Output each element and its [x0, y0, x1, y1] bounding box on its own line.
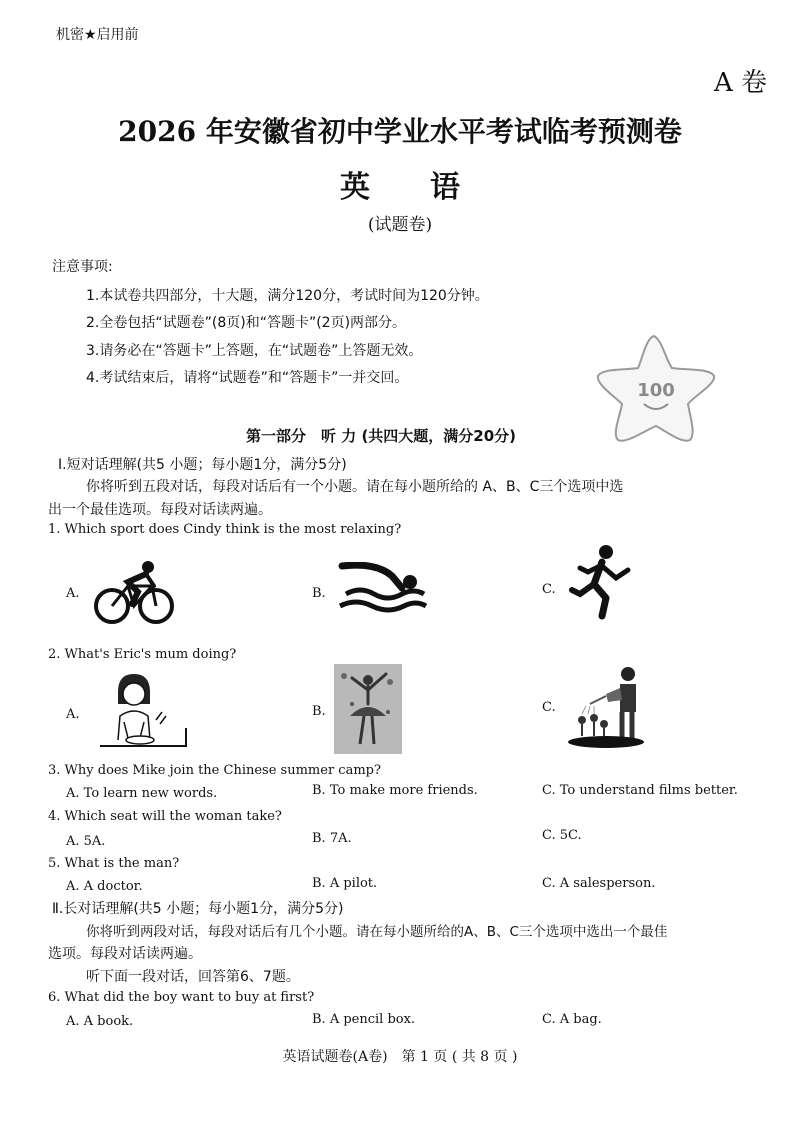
swimmer-icon [336, 562, 428, 614]
paper-version: A 卷 [714, 68, 768, 98]
person-eating-icon [96, 668, 188, 754]
question-2-stem: 2. What's Eric's mum doing? [48, 647, 237, 662]
dancer-icon [334, 664, 402, 754]
q4-option-c: C. 5C. [542, 828, 582, 843]
q3-option-c: C. To understand films better. [542, 783, 738, 798]
q3-option-a: A. To learn new words. [66, 786, 218, 801]
q2-option-c-label: C. [542, 700, 556, 715]
runner-icon [566, 544, 636, 620]
q1-option-b-label: B. [312, 586, 326, 601]
q6-option-c: C. A bag. [542, 1012, 602, 1027]
star-stamp-icon [592, 330, 722, 448]
stamp-text: 100 [637, 380, 675, 401]
question-1-stem: 1. Which sport does Cindy think is the most relaxing? [48, 522, 402, 537]
q6-option-a: A. A book. [66, 1014, 134, 1029]
note-item: 1.本试卷共四部分，十大题，满分120分，考试时间为120分钟。 [86, 288, 489, 304]
note-item: 2.全卷包括“试题卷”(8页)和“答题卡”(2页)两部分。 [86, 315, 407, 331]
paper-type: (试题卷) [367, 215, 433, 235]
section1-instruction-cont: 出一个最佳选项。每段对话读两遍。 [48, 502, 272, 518]
note-item: 4.考试结束后，请将“试题卷”和“答题卡”一并交回。 [86, 370, 409, 386]
section2-instruction: 你将听到两段对话，每段对话后有几个小题。请在每小题所给的A、B、C三个选项中选出一个最佳 [86, 924, 668, 940]
section2-heading: Ⅱ.长对话理解(共5 小题；每小题1分，满分5分) [52, 901, 344, 917]
exam-title: 2026 年安徽省初中学业水平考试临考预测卷 [118, 115, 682, 148]
q1-option-a-label: A. [66, 586, 80, 601]
note-item: 3.请务必在“答题卡”上答题，在“试题卷”上答题无效。 [86, 343, 423, 359]
q2-option-a-label: A. [66, 707, 80, 722]
q5-option-c: C. A salesperson. [542, 876, 656, 891]
page-footer: 英语试题卷(A卷) 第 1 页 ( 共 8 页 ) [282, 1049, 518, 1065]
section2-sub-instruction: 听下面一段对话，回答第6、7题。 [86, 969, 300, 985]
watering-flowers-icon [566, 664, 648, 750]
section2-instruction-cont: 选项。每段对话读两遍。 [48, 946, 202, 962]
q3-option-b: B. To make more friends. [312, 783, 478, 798]
q1-option-c-label: C. [542, 582, 556, 597]
section1-heading: Ⅰ.短对话理解(共5 小题；每小题1分，满分5分) [58, 457, 347, 473]
q5-option-b: B. A pilot. [312, 876, 378, 891]
section1-instruction: 你将听到五段对话，每段对话后有一个小题。请在每小题所给的 A、B、C三个选项中选 [86, 479, 624, 495]
subject-title: 英 语 [340, 170, 460, 205]
question-5-stem: 5. What is the man? [48, 856, 180, 871]
part1-heading: 第一部分 听 力 (共四大题，满分20分) [246, 427, 517, 445]
q4-option-b: B. 7A. [312, 831, 352, 846]
confidential-mark: 机密★启用前 [56, 27, 139, 43]
cyclist-icon [92, 560, 176, 626]
question-4-stem: 4. Which seat will the woman take? [48, 809, 282, 824]
q5-option-a: A. A doctor. [66, 879, 143, 894]
question-6-stem: 6. What did the boy want to buy at first? [48, 990, 315, 1005]
notes-heading: 注意事项: [52, 259, 113, 275]
q6-option-b: B. A pencil box. [312, 1012, 416, 1027]
q2-option-b-label: B. [312, 704, 326, 719]
question-3-stem: 3. Why does Mike join the Chinese summer camp? [48, 763, 381, 778]
q4-option-a: A. 5A. [66, 834, 106, 849]
